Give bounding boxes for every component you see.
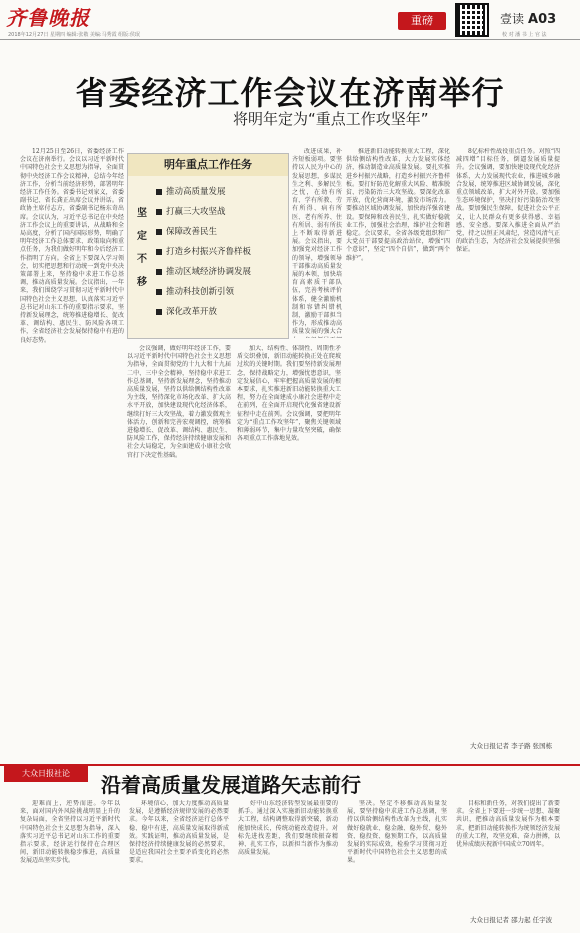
masthead [0,0,580,40]
editorial-byline: 大众日报记者 邵力起 任宇波 [470,916,553,924]
key-task-item: 推动高质量发展 [154,182,284,202]
key-tasks-side-label: 坚定不移 [137,208,147,288]
section-label: 壹读 [500,12,525,26]
key-task-item: 打造乡村振兴齐鲁样板 [154,242,284,262]
article-column-4 [346,148,450,723]
editorial-headline: 沿着高质量发展道路矢志前行 [101,773,361,797]
key-tasks-box [127,153,289,339]
column-text: 8亿标杆性战役重点任务。对照“四减四增”目标任务，倒逼发展质量提升。会议强调，要加快建设现代化经济体系，大力发展现代农业，推进城乡融合发展，统筹推进区域协调发展，深化重点领域改革，扩大对外开放。要加强生态环境保护，坚决打好污染防治攻坚战。要加强民生保障，促进社会公平正义，让人民群众有更多获得感、幸福感、安全感。要深入推进全面从严治党，持之以恒正风肃纪，营造风清气正的政治生态，为经济社会发展提供坚强保证。 [456,148,560,254]
column-text: 改进成果，补齐短板弱项。要坚持以人民为中心的发展思想，多谋民生之利、多解民生之忧，在幼有所育、学有所教、劳有所得、病有所医、老有所养、住有所居、弱有所扶上不断取得新进展。会议指出，要加强党对经济工作的领导，增强领导干部推动高质量发展的本领，加快培育高素质干部队伍，完善考核评价体系，健全激励机制和容错纠错机制，激励干部担当作为，形成推动高质量发展的强大合 [292,148,342,336]
editorial-column-5 [456,800,560,910]
column-text: 坚决。坚定不移推动高质量发展，要坚持稳中求进工作总基调，坚持以供给侧结构性改革为主线，扎实做好稳就业、稳金融、稳外贸、稳外资、稳投资、稳预期工作，以高质量发展的实际成效，检验学习贯彻习近平新时代中国特色社会主义思想的成果。 [347,800,447,865]
article-subheadline: 将明年定为“重点工作攻坚年” [233,110,429,128]
article-column-3 [237,345,341,725]
column-text: 环境信心，加大力度推动高质量发展，是遵循经济规律发展的必然要求。今年以来，全省经济运行总体平稳、稳中有进，高质量发展取得新成效。实践证明，推动高质量发展，是保持经济持续健康发展的必然要求，是适应我国社会主要矛盾变化的必然要求。 [129,800,229,865]
editorial-column-1 [20,800,120,918]
article-column-1 [20,148,124,723]
article-column-6 [292,148,342,338]
editorial-tag: 大众日报社论 [4,766,88,782]
key-tasks-title: 明年重点工作任务 [128,154,288,176]
column-text: 迎难而上，逆势而进。今年以来，面对国内外风险挑战明显上升的复杂局面，全省坚持以习近平新时代中国特色社会主义思想为指导，深入落实习近平总书记对山东工作的重要指示要求，经济运行保持在合理区间，新旧动能转换稳步推进，高质量发展迈出坚实步伐。 [20,800,120,865]
issue-meta: 2018年12月27日 星期四 编辑:张敬 美编:马秀霞 组版:侯珉 [8,32,140,38]
editorial-column-3 [238,800,338,918]
key-task-item: 推动科技创新引领 [154,282,284,302]
editorial-column-2 [129,800,229,918]
key-task-item: 推动区域经济协调发展 [154,262,284,282]
qr-code-icon [455,3,489,37]
column-text: 推进新旧动能转换重大工程，深化供给侧结构性改革，大力发展实体经济，推动制造业高质量发展。要扎实推进乡村振兴战略，打造乡村振兴齐鲁样板。要打好防范化解重大风险、精准脱贫、污染防治三大攻坚战。要深化改革开放，优化营商环境，激发市场活力。要推动区域协调发展，加快海洋强省建设。要保障和改善民生，扎实做好稳就业工作，加强社会治理，维护社会和谐稳定。会议要求，全省各级党组织和广大党员干部要提高政治站位，增强“四个意识”，坚定“四个自信”，做到“两个维护”。 [346,148,450,262]
key-task-item: 保障改善民生 [154,222,284,242]
column-text: 好中山东经济转型发展最重要的抓手。通过深入实施新旧动能转换重大工程，结构调整取得新突破，新动能加快成长，传统动能改造提升。对标先进找差距，我们要继续振奋精神、扎实工作，以新担当新作为推动高质量发展。 [238,800,338,857]
article-column-2 [127,345,231,725]
section-badge: 重磅 [398,12,446,30]
column-text: 12月25日至26日，省委经济工作会议在济南举行。会议以习近平新时代中国特色社会主义思想为指导，全面贯彻中央经济工作会议精神，总结今年经济工作，分析当前经济形势，部署明年经济工作任务。省委书记刘家义，省委副书记、省长龚正出席会议并讲话。省政协主席付志方，省委副书记杨东奇出席。会议认为，习近平总书记在中央经济工作会议上的重要讲话，从战略和全局高度，分析了国内国际形势，明确了明年经济工作总体要求、政策取向和重点任务，为我们做好明年和今后经济工作指明了方向。全省上下要深入学习领会，切实把思想和行动统一到党中央决策部署上来，坚持稳中求进工作总基调，推动高质量发展。会议指出，一年来，我们围绕学习贯彻习近平新时代中国特色社会主义思想，认真落实习近平总书记对山东工作的重要指示要求，坚持新发展理念，统筹推进稳增长、促改革、调结构、惠民生、防风险各项工作，全省经济社会发展保持稳中有进的良好态势。 [20,148,124,344]
column-text: 会议强调，做好明年经济工作，要以习近平新时代中国特色社会主义思想为指导，全面贯彻党的十九大和十九届二中、三中全会精神，坚持稳中求进工作总基调，坚持新发展理念，坚持推动高质量发展，坚持以供给侧结构性改革为主线，坚持深化市场化改革、扩大高水平开放，加快建设现代化经济体系，继续打好三大攻坚战，着力激发微观主体活力，创新和完善宏观调控，统筹推进稳增长、促改革、调结构、惠民生、防风险工作，保持经济持续健康发展和社会大局稳定，为全面建成小康社会收官打下决定性基础。 [127,345,231,459]
article-headline: 省委经济工作会议在济南举行 [75,74,505,112]
editorial-column-4 [347,800,447,918]
page-number: A03 [528,12,557,27]
column-text: 加大、结构性、体制性、周期性矛盾交织叠加，新旧动能转换正处在爬坡过坎的关键时期。我们要坚持新发展理念，保持战略定力，增强忧患意识，坚定发展信心，牢牢把握高质量发展的根本要求，扎实推进新旧动能转换重大工程，努力在全面建成小康社会进程中走在前列，在全面开启现代化强省建设新征程中走在前列。会议强调，要把明年定为“重点工作攻坚年”，聚焦关键领域和薄弱环节，集中力量攻坚突破，确保各项重点工作落地见效。 [237,345,341,443]
proofreader-line: 校 对 潘 书 上 官 法 [502,32,547,38]
key-task-item: 深化改革开放 [154,302,284,322]
key-task-item: 打赢三大攻坚战 [154,202,284,222]
article-byline: 大众日报记者 李子路 张国栋 [470,742,553,750]
newspaper-logo: 齐鲁晚报 [6,6,90,30]
key-tasks-list [154,182,284,322]
article-column-5 [456,148,560,723]
page-label [500,10,556,27]
column-text: 目标和新任务，对我们提出了新要求。全省上下要进一步统一思想、凝聚共识，把推动高质量发展作为根本要求，把新旧动能转换作为统领经济发展的重大工程，攻坚克难、奋力拼搏，以优异成绩庆祝新中国成立70周年。 [456,800,560,849]
